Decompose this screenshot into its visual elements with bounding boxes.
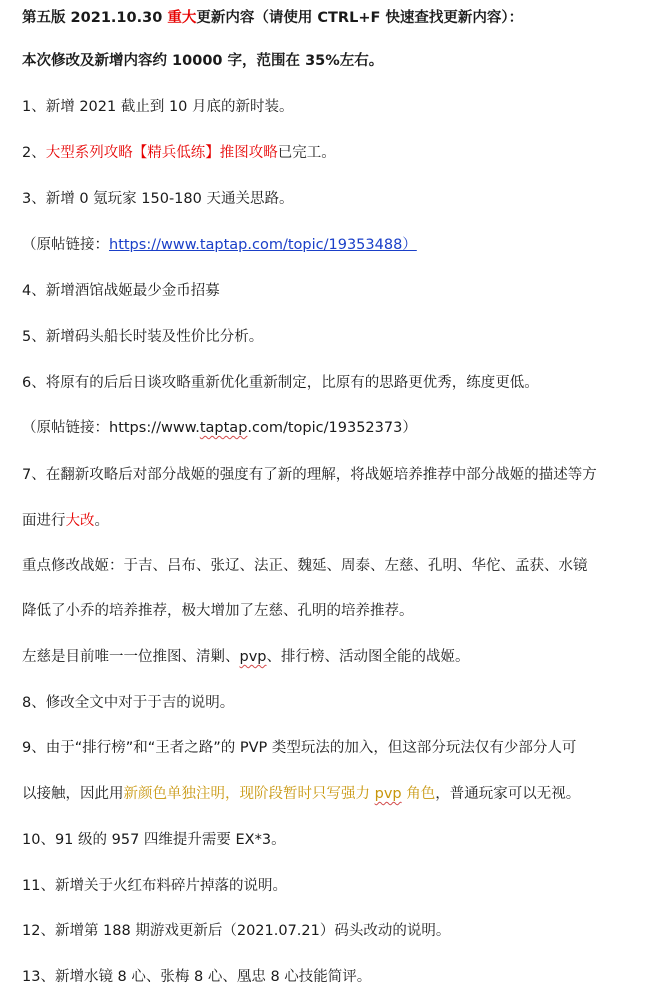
item-text-end: 、排行榜、活动图全能的战姬。 <box>266 649 470 665</box>
recommendation-line <box>22 597 642 625</box>
update-item-11 <box>22 872 642 900</box>
source-text-spellcheck: taptap <box>199 420 248 436</box>
pvp-term: pvp <box>239 649 267 665</box>
item-text: 12、新增第 188 期游戏更新后（2021.07.21）码头改动的说明。 <box>22 923 451 939</box>
item-text: 4、新增酒馆战姬最少金币招募 <box>22 283 220 299</box>
item-text: 9、由于“排行榜”和“王者之路”的 PVP 类型玩法的加入，但这部分玩法仅有少部分人可 <box>22 740 577 756</box>
update-item-9-cont <box>22 780 642 808</box>
item-number: 2、 <box>22 145 46 161</box>
update-item-1 <box>22 93 642 121</box>
update-item-13 <box>22 963 642 991</box>
update-item-3 <box>22 185 642 213</box>
item-text: 6、将原有的后后日谈攻略重新优化重新制定，比原有的思路更优秀，练度更低。 <box>22 375 539 391</box>
update-item-8 <box>22 689 642 717</box>
key-changes-line <box>22 552 642 580</box>
item-text: 13、新增水镜 8 心、张梅 8 心、凰忠 8 心技能简评。 <box>22 969 372 985</box>
source-link-line-2 <box>22 414 642 442</box>
update-item-6 <box>22 369 642 397</box>
item-text-end: ，普通玩家可以无视。 <box>435 786 581 802</box>
item-text: 1、新增 2021 截止到 10 月底的新时装。 <box>22 99 294 115</box>
item-text: 8、修改全文中对于于吉的说明。 <box>22 695 235 711</box>
summary-text: 本次修改及新增内容约 10000 字，范围在 35%左右。 <box>22 53 384 69</box>
item-text: 7、在翻新攻略后对部分战姬的强度有了新的理解，将战姬培养推荐中部分战姬的描述等方 <box>22 467 597 483</box>
header-prefix: 第五版 2021.10.30 <box>22 10 168 26</box>
item-text: 重点修改战姬：于吉、吕布、张辽、法正、魏延、周泰、左慈、孔明、华佗、孟获、水镜 <box>22 558 588 574</box>
source-link[interactable]: https://www.taptap.com/topic/19353488） <box>109 237 417 253</box>
update-item-7-cont <box>22 507 642 535</box>
update-item-4 <box>22 277 642 305</box>
item-highlight: 大型系列攻略【精兵低练】推图攻略 <box>45 145 278 161</box>
update-item-5 <box>22 323 642 351</box>
gold-note-a: 新颜色单独注明，现阶段暂时只写强力 <box>123 786 375 802</box>
source-text-b: .com/topic/19352373） <box>247 420 417 436</box>
gold-note-b: 角色 <box>401 786 436 802</box>
item-highlight: 大改 <box>65 513 95 529</box>
item-text: 5、新增码头船长时装及性价比分析。 <box>22 329 264 345</box>
source-text-a: （原帖链接：https://www. <box>22 420 200 436</box>
update-item-2 <box>22 139 642 167</box>
item-text: 11、新增关于火红布料碎片掉落的说明。 <box>22 878 287 894</box>
header-major-label: 重大 <box>167 10 197 26</box>
update-item-10 <box>22 826 642 854</box>
header-suffix: 更新内容（请使用 CTRL+F 快速查找更新内容）： <box>196 10 524 26</box>
source-link-line-1 <box>22 231 642 259</box>
item-text-end: 。 <box>94 513 109 529</box>
update-item-12 <box>22 917 642 945</box>
version-header <box>22 4 642 32</box>
update-item-7 <box>22 461 642 489</box>
zuoci-note <box>22 643 642 671</box>
item-text: 10、91 级的 957 四维提升需要 EX*3。 <box>22 832 286 848</box>
item-text: 3、新增 0 氪玩家 150-180 天通关思路。 <box>22 191 294 207</box>
item-text: 已完工。 <box>277 145 336 161</box>
item-text: 面进行 <box>22 513 66 529</box>
source-link-prefix: （原帖链接： <box>22 237 109 253</box>
item-text: 降低了小乔的培养推荐，极大增加了左慈、孔明的培养推荐。 <box>22 603 414 619</box>
gold-note-pvp: pvp <box>374 786 402 802</box>
update-summary <box>22 47 642 75</box>
update-item-9 <box>22 734 642 762</box>
item-text: 以接触，因此用 <box>22 786 124 802</box>
item-text: 左慈是目前唯一一位推图、清剿、 <box>22 649 240 665</box>
